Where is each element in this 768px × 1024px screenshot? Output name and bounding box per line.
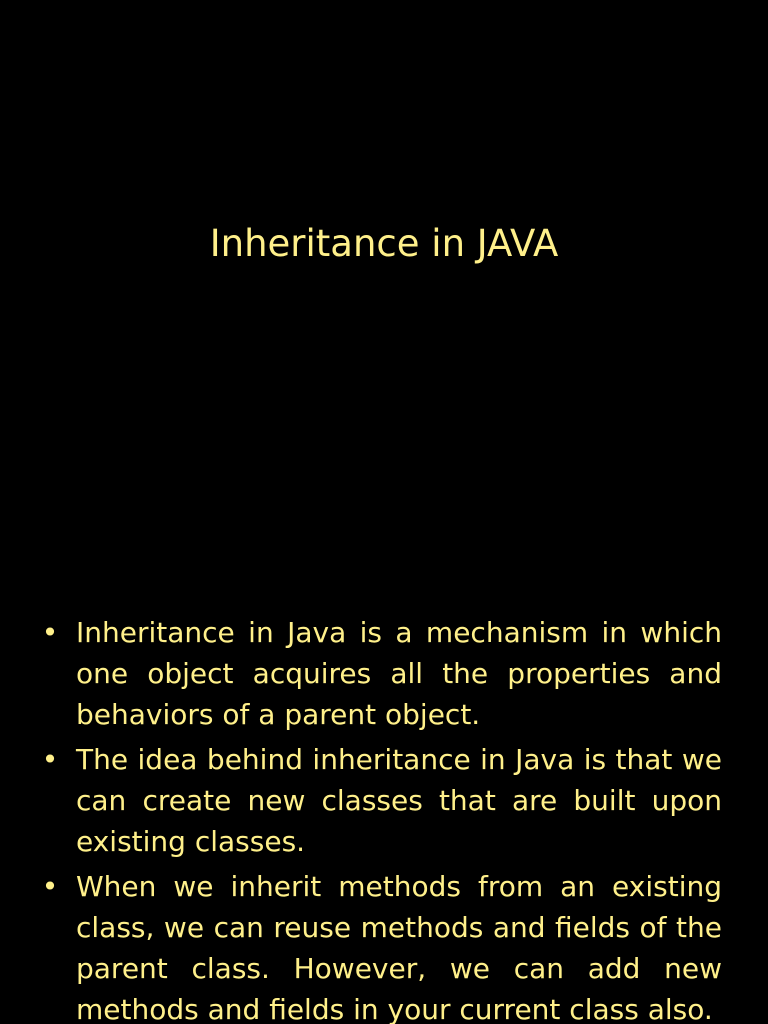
bullet-item bbox=[40, 612, 722, 735]
bullet-item bbox=[40, 866, 722, 1024]
slide-title: Inheritance in JAVA bbox=[209, 222, 559, 265]
bullet-item bbox=[40, 739, 722, 862]
bullet-marker: • bbox=[41, 616, 59, 649]
bullet-text: The idea behind inheritance in Java is that we can create new classes that are built upon existing classes. bbox=[76, 743, 722, 858]
bullet-list bbox=[40, 612, 722, 1024]
bullet-marker: • bbox=[41, 870, 59, 903]
bullet-text: Inheritance in Java is a mechanism in which one object acquires all the properties and behaviors of a parent object. bbox=[76, 616, 722, 731]
bullet-text: When we inherit methods from an existing class, we can reuse methods and fields of the parent class. However, we can add new methods and fields in your current class also. bbox=[76, 870, 722, 1024]
bullet-marker: • bbox=[41, 743, 59, 776]
